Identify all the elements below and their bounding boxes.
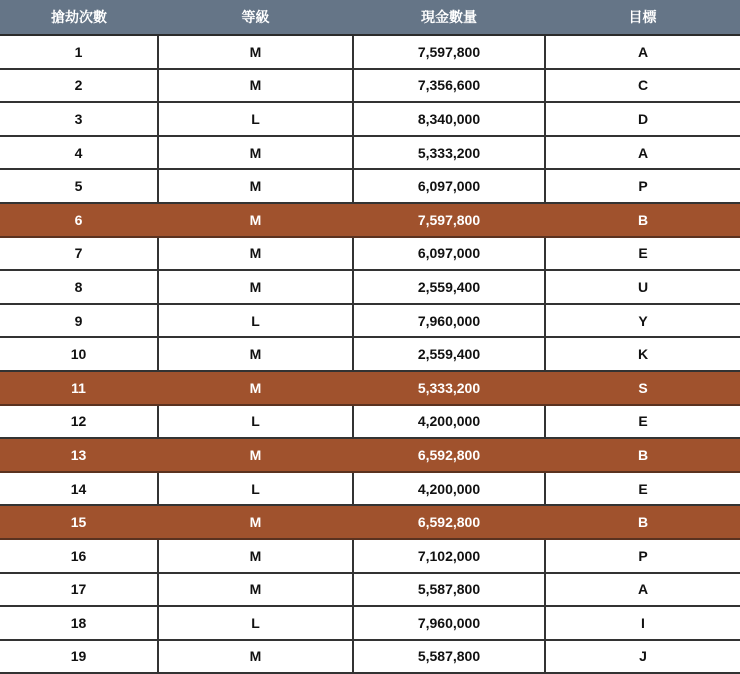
- cell-level: M: [158, 573, 353, 607]
- cell-cash-amount: 4,200,000: [353, 405, 545, 439]
- cell-target: J: [545, 640, 740, 674]
- cell-robbery-count: 6: [0, 203, 158, 237]
- cell-robbery-count: 17: [0, 573, 158, 607]
- cell-cash-amount: 5,587,800: [353, 640, 545, 674]
- table-row: [0, 337, 740, 371]
- cell-robbery-count: 15: [0, 505, 158, 539]
- header-cash-amount: 現金數量: [353, 0, 545, 35]
- cell-level: M: [158, 371, 353, 405]
- cell-level: M: [158, 337, 353, 371]
- table-header: [0, 0, 740, 35]
- table-row: [0, 371, 740, 405]
- cell-level: M: [158, 237, 353, 271]
- cell-cash-amount: 5,333,200: [353, 371, 545, 405]
- cell-cash-amount: 6,097,000: [353, 237, 545, 271]
- cell-cash-amount: 7,102,000: [353, 539, 545, 573]
- cell-target: A: [545, 136, 740, 170]
- cell-level: M: [158, 505, 353, 539]
- cell-robbery-count: 14: [0, 472, 158, 506]
- cell-cash-amount: 5,587,800: [353, 573, 545, 607]
- table-row: [0, 136, 740, 170]
- table-row: [0, 573, 740, 607]
- cell-target: E: [545, 405, 740, 439]
- cell-level: M: [158, 203, 353, 237]
- cell-level: M: [158, 35, 353, 69]
- cell-target: Y: [545, 304, 740, 338]
- cell-cash-amount: 7,597,800: [353, 35, 545, 69]
- cell-cash-amount: 6,592,800: [353, 438, 545, 472]
- cell-level: M: [158, 69, 353, 103]
- cell-robbery-count: 13: [0, 438, 158, 472]
- table-row: [0, 405, 740, 439]
- cell-target: B: [545, 505, 740, 539]
- cell-cash-amount: 6,592,800: [353, 505, 545, 539]
- cell-robbery-count: 8: [0, 270, 158, 304]
- cell-level: L: [158, 606, 353, 640]
- table-row: [0, 472, 740, 506]
- cell-robbery-count: 19: [0, 640, 158, 674]
- cell-cash-amount: 7,356,600: [353, 69, 545, 103]
- cell-target: C: [545, 69, 740, 103]
- cell-target: D: [545, 102, 740, 136]
- cell-robbery-count: 2: [0, 69, 158, 103]
- cell-level: M: [158, 270, 353, 304]
- table-row: [0, 102, 740, 136]
- cell-target: B: [545, 438, 740, 472]
- cell-target: P: [545, 539, 740, 573]
- table-row: [0, 606, 740, 640]
- table-row: [0, 69, 740, 103]
- cell-cash-amount: 7,960,000: [353, 304, 545, 338]
- cell-robbery-count: 18: [0, 606, 158, 640]
- cell-target: A: [545, 35, 740, 69]
- cell-robbery-count: 5: [0, 169, 158, 203]
- cell-level: M: [158, 136, 353, 170]
- cell-cash-amount: 2,559,400: [353, 337, 545, 371]
- cell-target: S: [545, 371, 740, 405]
- cell-target: E: [545, 237, 740, 271]
- cell-robbery-count: 3: [0, 102, 158, 136]
- cell-cash-amount: 7,597,800: [353, 203, 545, 237]
- header-robbery-count: 搶劫次數: [0, 0, 158, 35]
- header-row: [0, 0, 740, 35]
- cell-robbery-count: 11: [0, 371, 158, 405]
- table-row: [0, 203, 740, 237]
- cell-level: M: [158, 539, 353, 573]
- cell-robbery-count: 10: [0, 337, 158, 371]
- table-body: [0, 35, 740, 673]
- table-row: [0, 505, 740, 539]
- table-row: [0, 35, 740, 69]
- cell-level: L: [158, 472, 353, 506]
- cell-target: A: [545, 573, 740, 607]
- cell-target: U: [545, 270, 740, 304]
- cell-target: K: [545, 337, 740, 371]
- cell-robbery-count: 1: [0, 35, 158, 69]
- cell-target: E: [545, 472, 740, 506]
- cell-cash-amount: 6,097,000: [353, 169, 545, 203]
- cell-robbery-count: 4: [0, 136, 158, 170]
- cell-level: M: [158, 438, 353, 472]
- cell-robbery-count: 16: [0, 539, 158, 573]
- table-row: [0, 169, 740, 203]
- header-level: 等級: [158, 0, 353, 35]
- cell-level: L: [158, 102, 353, 136]
- table-row: [0, 304, 740, 338]
- table-row: [0, 438, 740, 472]
- cell-cash-amount: 5,333,200: [353, 136, 545, 170]
- table-row: [0, 539, 740, 573]
- cell-robbery-count: 7: [0, 237, 158, 271]
- cell-robbery-count: 9: [0, 304, 158, 338]
- table-row: [0, 270, 740, 304]
- header-target: 目標: [545, 0, 740, 35]
- cell-target: I: [545, 606, 740, 640]
- cell-robbery-count: 12: [0, 405, 158, 439]
- cell-level: L: [158, 405, 353, 439]
- cell-level: L: [158, 304, 353, 338]
- cell-cash-amount: 2,559,400: [353, 270, 545, 304]
- cell-level: M: [158, 169, 353, 203]
- cell-cash-amount: 7,960,000: [353, 606, 545, 640]
- cell-target: B: [545, 203, 740, 237]
- cell-level: M: [158, 640, 353, 674]
- table-row: [0, 237, 740, 271]
- cell-cash-amount: 4,200,000: [353, 472, 545, 506]
- table-row: [0, 640, 740, 674]
- cell-cash-amount: 8,340,000: [353, 102, 545, 136]
- cell-target: P: [545, 169, 740, 203]
